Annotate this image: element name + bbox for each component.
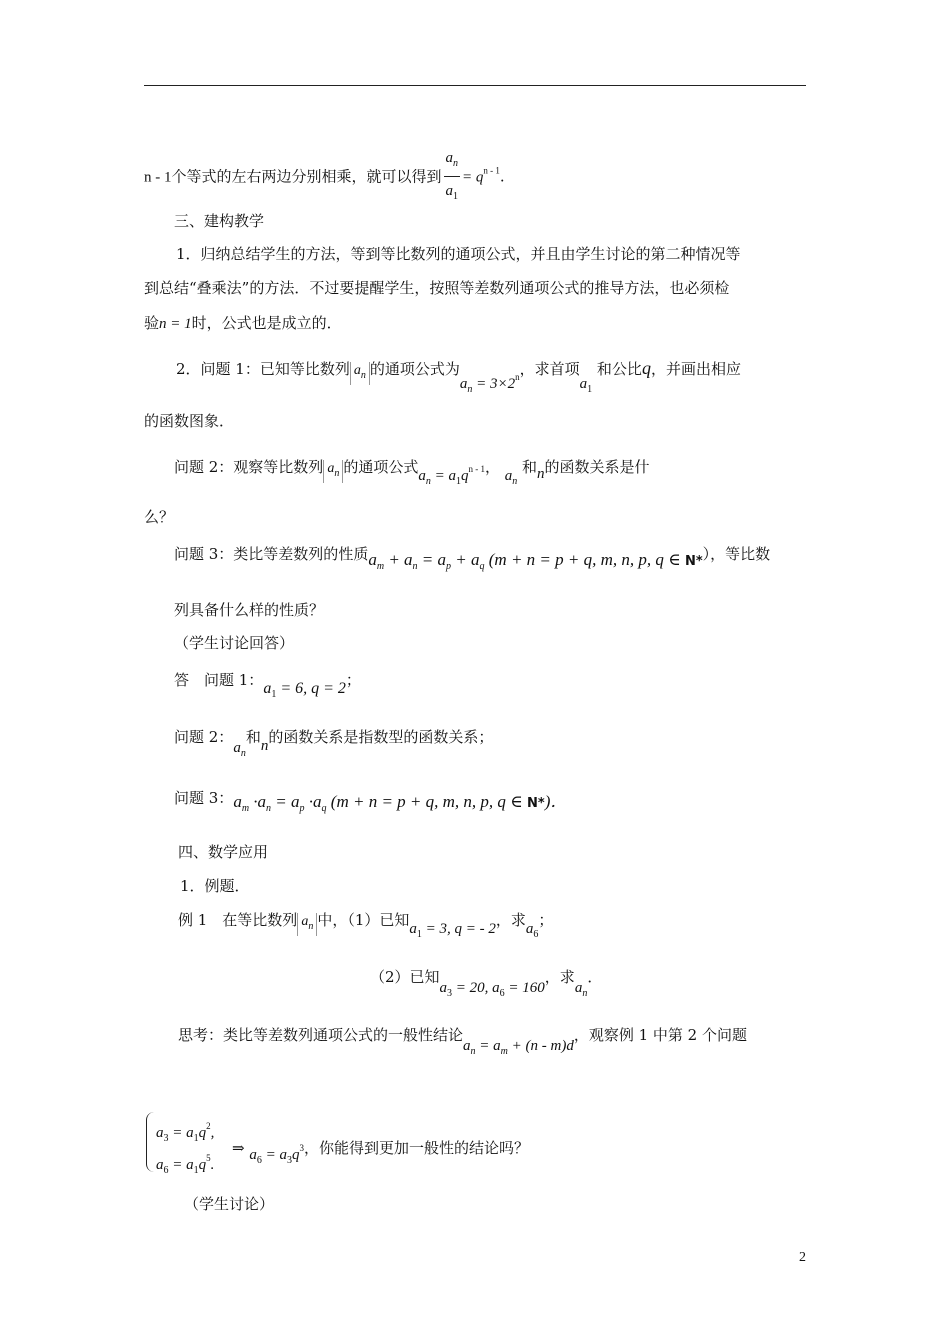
intro-fraction: $\frac{a_n}{a_1}$ xyxy=(445,150,459,202)
answer-2: 问题 2：$a_n$和n的函数关系是指数型的函数关系； xyxy=(174,728,494,759)
question-1-line2: 的函数图象． xyxy=(144,412,235,430)
section-4-heading: 四、数学应用 xyxy=(178,843,269,861)
question-3-line2: 列具备什么样的性质？ xyxy=(174,601,325,619)
examples-label: 1．例题． xyxy=(180,877,250,895)
example-1-part-2: （2）已知$a_3 = 20$, $a_6 = 160$，求$a_n$． xyxy=(370,968,603,999)
header-rule xyxy=(144,85,806,86)
intro-rhs: = q xyxy=(462,169,484,186)
question-1: 2．问题 1：已知等比数列 $a_n$ 的通项公式为$a_n = 3\times 2^n$，求首项$a_1$ 和公比q，并画出相应 xyxy=(176,358,741,395)
page-number: 2 xyxy=(799,1250,806,1265)
intro-line: n - 1个等式的左右两边分别相乘，就可以得到 $\frac{a_n}{a_1}$ = $q^{n - 1}$. xyxy=(144,148,505,207)
system-row-1: $a_3 = a_1q^2$, xyxy=(156,1121,215,1144)
question-3: 问题 3：类比等差数列的性质$a_m + a_n = a_p + a_q$ (m + n = p + q, m, n, p, q ∈ N*），等比数 xyxy=(174,545,771,572)
system-result: ⇒ $a_6 = a_3q^3$，你能得到更加一般性的结论吗？ xyxy=(232,1139,529,1166)
discussion-note: （学生讨论回答） xyxy=(174,634,295,652)
equation-system xyxy=(146,1112,786,1176)
discussion-note-2: （学生讨论） xyxy=(184,1195,275,1213)
intro-text: 个等式的左右两边分别相乘，就可以得到 xyxy=(171,167,442,186)
think-line: 思考：类比等差数列通项公式的一般性结论$a_n = a_m + (n - m)d$，观察例 1 中第 2 个问题 xyxy=(178,1026,747,1057)
system-row-2: $a_6 = a_1q^5$. xyxy=(156,1153,215,1176)
left-brace xyxy=(146,1112,155,1172)
question-2-line2: 么？ xyxy=(144,508,175,526)
example-1: 例 1 在等比数列 $a_n$ 中，（1）已知$a_1 = 3$, q = - 2，求$a_6$； xyxy=(178,911,554,940)
intro-lhs: n - 1 xyxy=(144,169,172,186)
section-3-heading: 三、建构教学 xyxy=(174,212,265,230)
p1-line2: 到总结“叠乘法”的方法．不过要提醒学生，按照等差数列通项公式的推导方法，也必须检 xyxy=(144,279,730,297)
question-2: 问题 2：观察等比数列 $a_n$ 的通项公式$a_n = a_1q^{n - 1}$， $a_n$ 和n的函数关系是什 xyxy=(174,458,650,487)
answer-1: 答 问题 1：$a_1 = 6$, q = 2； xyxy=(174,671,361,700)
sequence-symbol: $a_n$ xyxy=(350,362,370,385)
p1-line3: 验n = 1时，公式也是成立的． xyxy=(144,314,342,332)
p1-line1: 1．归纳总结学生的方法，等到等比数列的通项公式，并且由学生讨论的第二种情况等 xyxy=(176,245,741,263)
answer-3: 问题 3：$a_m \cdot a_n = a_p \cdot a_q$ (m + n = p + q, m, n, p, q ∈ N*)． xyxy=(174,789,568,814)
